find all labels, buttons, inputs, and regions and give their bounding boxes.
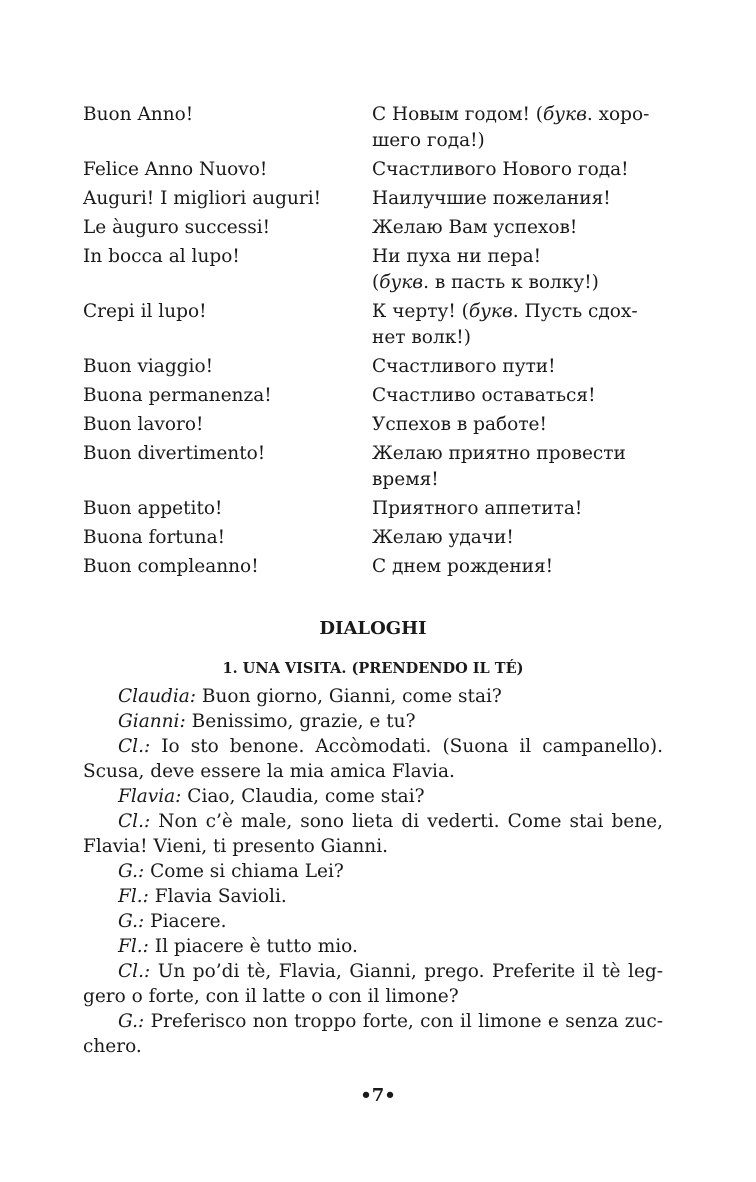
ru-text: нет волк!)	[372, 327, 471, 348]
italian-phrase: Buona permanenza!	[83, 385, 272, 406]
ru-text: . Пусть сдох-	[512, 301, 638, 322]
phrase-row	[83, 157, 663, 183]
dialogue-text: Flavia Savioli.	[148, 886, 287, 907]
italian-phrase: Buon Anno!	[83, 104, 194, 125]
phrase-row	[83, 383, 663, 409]
italian-phrase: Crepi il lupo!	[83, 301, 207, 322]
dialogue-line	[83, 734, 663, 784]
italian-phrase: Auguri! I migliori auguri!	[83, 188, 322, 209]
phrase-row	[83, 244, 663, 296]
page-number: •7•	[360, 1085, 396, 1106]
speaker-name: Fl.:	[118, 936, 149, 957]
russian-translation	[372, 186, 663, 212]
dialogue-line	[83, 684, 663, 709]
dialogue-line	[83, 809, 663, 859]
italian-phrase: Felice Anno Nuovo!	[83, 159, 268, 180]
abbrev-italic: букв	[543, 104, 587, 125]
speaker-name: Fl.:	[118, 886, 149, 907]
phrase-table	[83, 102, 663, 580]
dialogue-text: Preferisco non troppo forte, con il limone e senza zuc-chero.	[83, 1011, 663, 1057]
russian-translation	[372, 441, 663, 493]
russian-translation	[372, 215, 663, 241]
ru-text: Счастливого Нового года!	[372, 159, 629, 180]
abbrev-italic: букв	[468, 301, 513, 322]
dialogue-text: Ciao, Claudia, come stai?	[181, 786, 425, 807]
phrase-row	[83, 525, 663, 551]
ru-text: Счастливого пути!	[372, 356, 556, 377]
russian-translation	[372, 383, 663, 409]
phrase-row	[83, 412, 663, 438]
phrase-row	[83, 102, 663, 154]
ru-text: Счастливо оставаться!	[372, 385, 596, 406]
russian-translation	[372, 354, 663, 380]
russian-translation	[372, 525, 663, 551]
speaker-name: Cl.:	[118, 961, 151, 982]
abbrev-italic: букв	[379, 272, 424, 293]
dialogue-line	[83, 1009, 663, 1059]
italian-phrase: Buon divertimento!	[83, 443, 266, 464]
ru-text: Желаю Вам успехов!	[372, 217, 578, 238]
phrase-row	[83, 554, 663, 580]
russian-translation	[372, 157, 663, 183]
phrase-row	[83, 299, 663, 351]
italian-phrase: Buon appetito!	[83, 498, 223, 519]
russian-translation	[372, 412, 663, 438]
italian-phrase: Buona fortuna!	[83, 527, 226, 548]
dialogue-text: Piacere.	[144, 911, 227, 932]
speaker-name: Gianni:	[118, 711, 186, 732]
dialogue-line	[83, 934, 663, 959]
dialogue-text: Benissimo, grazie, e tu?	[185, 711, 416, 732]
ru-text: (	[372, 272, 380, 293]
phrase-row	[83, 441, 663, 493]
phrase-row	[83, 186, 663, 212]
ru-text: Приятного аппетита!	[372, 498, 583, 519]
dialogue-text: Io sto benone. Accòmodati. (Suona il campanello). Scusa, deve essere la mia amica Flavia.	[83, 736, 663, 782]
russian-translation	[372, 102, 663, 154]
ru-text: шего года!)	[372, 130, 485, 151]
russian-translation	[372, 496, 663, 522]
ru-text: Наилучшие пожелания!	[372, 188, 611, 209]
russian-translation	[372, 299, 663, 351]
ru-text: С Новым годом! (	[372, 104, 543, 125]
russian-translation	[372, 244, 663, 296]
ru-text: К черту! (	[372, 301, 469, 322]
dialogue	[83, 684, 663, 1059]
speaker-name: Claudia:	[118, 686, 197, 707]
ru-text: С днем рождения!	[372, 556, 554, 577]
speaker-name: Flavia:	[118, 786, 182, 807]
dialogue-line	[83, 784, 663, 809]
italian-phrase: Le àuguro successi!	[83, 217, 271, 238]
ru-text: . хоро-	[586, 104, 650, 125]
section-title: DIALOGHI	[319, 618, 427, 639]
ru-text: Желаю приятно провести	[372, 443, 626, 464]
italian-phrase: Buon lavoro!	[83, 414, 204, 435]
italian-phrase: Buon compleanno!	[83, 556, 259, 577]
speaker-name: G.:	[118, 911, 145, 932]
phrase-row	[83, 496, 663, 522]
dialogue-text: Non c’è male, sono lieta di vederti. Come stai bene, Flavia! Vieni, ti presento Gianni.	[83, 811, 663, 857]
dialogue-line	[83, 709, 663, 734]
ru-text: . в пасть к волку!)	[423, 272, 599, 293]
dialogue-text: Il piacere è tutto mio.	[148, 936, 358, 957]
dialogue-text: Buon giorno, Gianni, come stai?	[196, 686, 502, 707]
dialogue-text: Come si chiama Lei?	[144, 861, 344, 882]
speaker-name: G.:	[118, 1011, 145, 1032]
ru-text: время!	[372, 469, 439, 490]
ru-text: Успехов в работе!	[372, 414, 547, 435]
russian-translation	[372, 554, 663, 580]
phrase-row	[83, 215, 663, 241]
italian-phrase: Buon viaggio!	[83, 356, 214, 377]
dialogue-line	[83, 909, 663, 934]
speaker-name: Cl.:	[118, 811, 151, 832]
dialogue-line	[83, 859, 663, 884]
dialogue-line	[83, 959, 663, 1009]
italian-phrase: In bocca al lupo!	[83, 246, 240, 267]
dialogue-title: 1. UNA VISITA. (PRENDENDO IL TÉ)	[222, 660, 524, 677]
speaker-name: Cl.:	[118, 736, 151, 757]
dialogue-text: Un po’di tè, Flavia, Gianni, prego. Preferite il tè leg-gero o forte, con il latte o con il limone?	[83, 961, 663, 1007]
ru-text: Желаю удачи!	[372, 527, 514, 548]
phrase-row	[83, 354, 663, 380]
dialogue-line	[83, 884, 663, 909]
ru-text: Ни пуха ни пера!	[372, 246, 542, 267]
page-content	[83, 102, 663, 1059]
speaker-name: G.:	[118, 861, 145, 882]
